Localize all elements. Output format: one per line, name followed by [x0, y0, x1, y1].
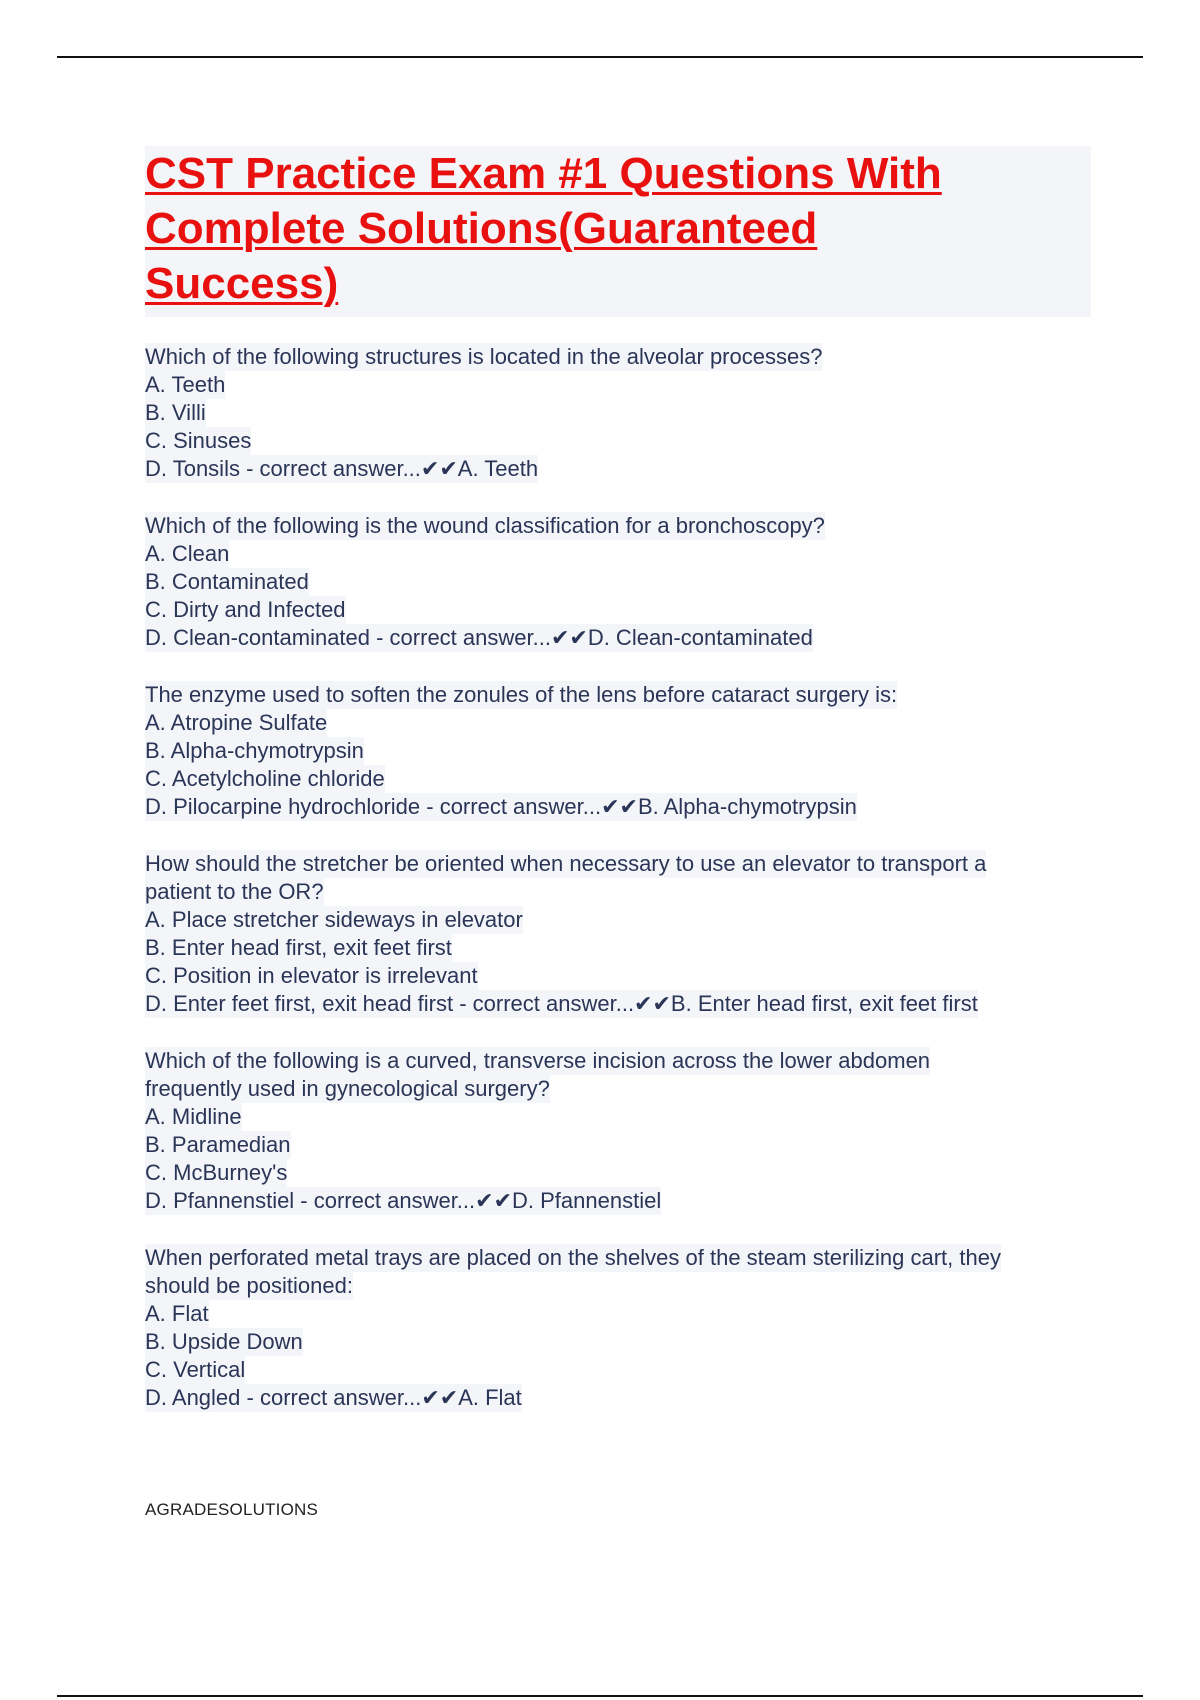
answer-option: A. Atropine Sulfate: [145, 710, 328, 735]
answer-option: B. Contaminated: [145, 569, 309, 594]
top-rule: [57, 56, 1143, 58]
answer-option: B. Enter head first, exit feet first: [145, 935, 452, 960]
answer-option-with-solution: D. Pfannenstiel - correct answer...✔✔D. Pfannenstiel: [145, 1188, 662, 1213]
footer-brand: AGRADESOLUTIONS: [145, 1500, 319, 1519]
question-block: [145, 512, 1091, 652]
question-text: When perforated metal trays are placed on the shelves of the steam sterilizing cart, they: [145, 1245, 1001, 1270]
answer-option-with-solution: D. Angled - correct answer...✔✔A. Flat: [145, 1385, 522, 1410]
answer-option: A. Teeth: [145, 372, 226, 397]
answer-option: B. Villi: [145, 400, 206, 425]
question-block: [145, 1047, 1091, 1215]
question-block: [145, 681, 1091, 821]
answer-option: A. Clean: [145, 541, 230, 566]
question-block: [145, 1244, 1091, 1412]
question-text: frequently used in gynecological surgery?: [145, 1076, 550, 1101]
answer-option-with-solution: D. Enter feet first, exit head first - correct answer...✔✔B. Enter head first, exit feet first: [145, 991, 978, 1016]
answer-option: A. Midline: [145, 1104, 242, 1129]
answer-option: B. Paramedian: [145, 1132, 291, 1157]
question-text: Which of the following structures is located in the alveolar processes?: [145, 344, 823, 369]
answer-option: C. Sinuses: [145, 428, 252, 453]
answer-option-with-solution: D. Pilocarpine hydrochloride - correct answer...✔✔B. Alpha-chymotrypsin: [145, 794, 857, 819]
answer-option: A. Place stretcher sideways in elevator: [145, 907, 523, 932]
page-content: [145, 146, 1091, 1441]
answer-option: C. Vertical: [145, 1357, 246, 1382]
bottom-rule: [57, 1695, 1143, 1697]
document-title: [145, 146, 1091, 317]
answer-option-with-solution: D. Tonsils - correct answer...✔✔A. Teeth: [145, 456, 539, 481]
question-text: Which of the following is a curved, transverse incision across the lower abdomen: [145, 1048, 931, 1073]
answer-option: C. Acetylcholine chloride: [145, 766, 385, 791]
question-text: The enzyme used to soften the zonules of the lens before cataract surgery is:: [145, 682, 898, 707]
question-text: How should the stretcher be oriented when necessary to use an elevator to transport a: [145, 851, 987, 876]
answer-option: C. Dirty and Infected: [145, 597, 346, 622]
answer-option: C. Position in elevator is irrelevant: [145, 963, 478, 988]
answer-option: B. Upside Down: [145, 1329, 303, 1354]
question-block: [145, 343, 1091, 483]
answer-option: A. Flat: [145, 1301, 209, 1326]
answer-option: C. McBurney's: [145, 1160, 288, 1185]
answer-option-with-solution: D. Clean-contaminated - correct answer...✔✔D. Clean-contaminated: [145, 625, 813, 650]
title-line: CST Practice Exam #1 Questions With: [145, 149, 942, 198]
answer-option: B. Alpha-chymotrypsin: [145, 738, 364, 763]
question-block: [145, 850, 1091, 1018]
question-text: Which of the following is the wound classification for a bronchoscopy?: [145, 513, 825, 538]
question-text: should be positioned:: [145, 1273, 353, 1298]
title-line: Complete Solutions(Guaranteed: [145, 204, 818, 253]
question-text: patient to the OR?: [145, 879, 324, 904]
title-line: Success): [145, 259, 339, 308]
